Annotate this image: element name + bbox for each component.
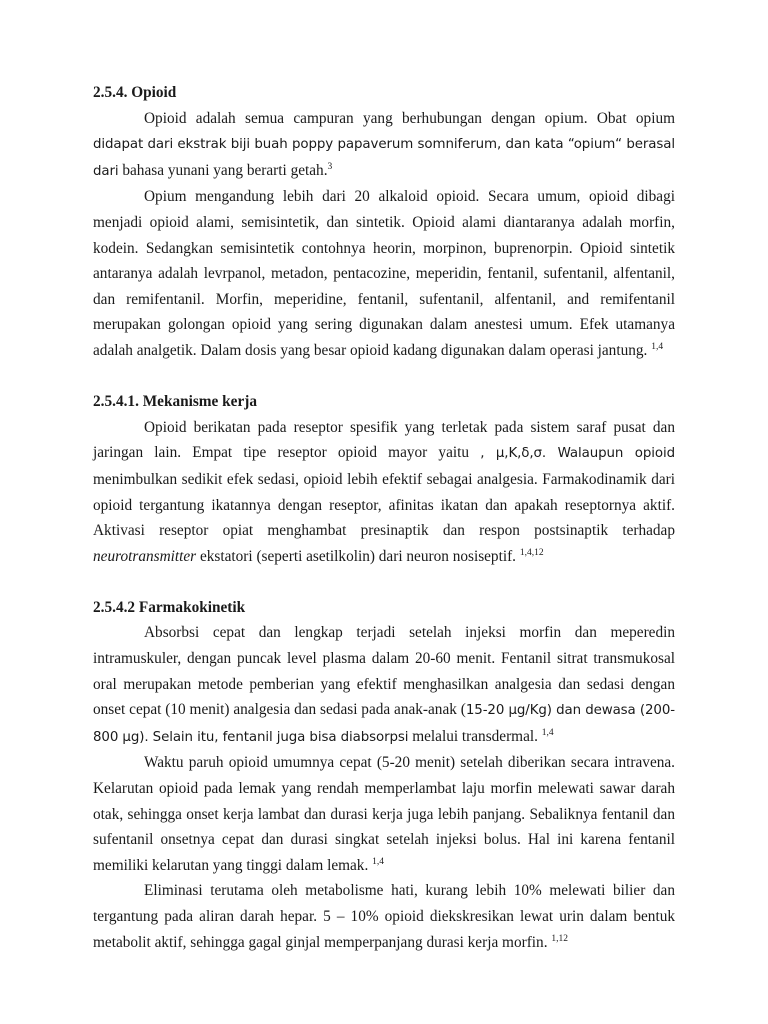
citation-ref: 1,12	[551, 933, 568, 944]
section-spacer	[93, 364, 675, 390]
document-page	[93, 80, 675, 955]
paragraph-opium-classification	[93, 184, 675, 363]
citation-ref: 1,4,12	[519, 547, 544, 558]
paragraph-text: menimbulkan sedikit efek sedasi, opioid lebih efektif sebagai analgesia. Farmakodinamik dari opioid tergantung ikatannya dengan reseptor, afinitas ikatan dan apakah reseptornya aktif. Aktivasi reseptor opiat menghambat presinaptik dan respon postsinaptik terhadap	[93, 470, 675, 540]
paragraph-text: Opioid adalah semua campuran yang berhubungan dengan opium. Obat opium	[144, 109, 675, 127]
section-spacer	[93, 569, 675, 595]
paragraph-text-alt-font: , μ,K,δ,σ. Walaupun opioid	[480, 446, 675, 462]
section-heading-opioid: 2.5.4. Opioid	[93, 84, 177, 101]
paragraph-mechanism	[93, 415, 675, 570]
section-heading-farmakokinetik: 2.5.4.2 Farmakokinetik	[93, 598, 246, 616]
paragraph-opioid-definition	[93, 106, 675, 185]
citation-ref: 1,4	[651, 341, 664, 352]
paragraph-half-life	[93, 750, 675, 878]
paragraph-absorption	[93, 620, 675, 750]
paragraph-text: Eliminasi terutama oleh metabolisme hati, kurang lebih 10% melewati bilier dan tergantung pada aliran darah hepar. 5 – 10% opioid diekskresikan lewat urin dalam bentuk metabolit aktif, sehingga gagal ginjal memperpanjang durasi kerja morfin.	[93, 882, 675, 951]
paragraph-text: Waktu paruh opioid umumnya cepat (5-20 menit) setelah diberikan secara intravena. Kelarutan opioid pada lemak yang rendah memperlambat laju morfin melewati sawar darah otak, sehingga onset kerja lambat dan durasi kerja juga lebih panjang. Sebaliknya fentanil dan sufentanil onsetnya cepat dan durasi singkat setelah injeksi bolus. Hal ini karena fentanil memiliki kelarutan yang tinggi dalam lemak.	[93, 754, 675, 874]
paragraph-text: melalui transdermal.	[408, 727, 542, 745]
paragraph-text: Opioid berikatan pada reseptor spesifik yang terletak pada sistem saraf pusat dan jaringan lain. Empat tipe reseptor opioid mayor yaitu	[93, 418, 675, 462]
citation-ref: 1,4	[541, 727, 554, 738]
citation-ref: 1,4	[372, 856, 384, 867]
paragraph-text: Absorbsi cepat dan lengkap terjadi setelah injeksi morfin dan meperedin intramuskuler, dengan puncak level plasma dalam 20-60 menit. Fentanil sitrat transmukosal oral merupakan metode pemberian yang efektif menghasilkan analgesia dan sedasi dengan onset cepat (10 menit) analgesia dan sedasi pada anak-anak (	[93, 624, 675, 719]
citation-ref: 3	[327, 161, 333, 172]
italic-term: neurotransmitter	[93, 547, 197, 565]
paragraph-text: ekstatori (seperti asetilkolin) dari neuron nosiseptif.	[196, 547, 520, 565]
paragraph-text-alt-font: didapat dari ekstrak biji buah poppy papaverum somniferum, dan kata “opium“ berasal dari	[93, 137, 675, 179]
paragraph-elimination	[93, 878, 675, 955]
section-heading-mekanisme-kerja: 2.5.4.1. Mekanisme kerja	[93, 393, 257, 411]
paragraph-text: Opium mengandung lebih dari 20 alkaloid opioid. Secara umum, opioid dibagi menjadi opioid alami, semisintetik, dan sintetik. Opioid alami diantaranya adalah morfin, kodein. Sedangkan semisintetik contohnya heorin, morpinon, buprenorpin. Opioid sintetik antaranya adalah levrpanol, metadon, pentacozine, meperidin, fentanil, sufentanil, alfentanil, dan remifentanil. Morfin, meperidine, fentanil, sufentanil, alfentanil, and remifentanil merupakan golongan opioid yang sering digunakan dalam anestesi umum. Efek utamanya adalah analgetik. Dalam dosis yang besar opioid kadang digunakan dalam operasi jantung.	[93, 188, 675, 359]
paragraph-text: bahasa yunani yang berarti getah.	[118, 161, 328, 179]
paragraph-text-alt-font: 15-20 μg/Kg) dan dewasa (200-800 μg). Selain itu, fentanil juga bisa diabsorpsi	[93, 703, 675, 745]
